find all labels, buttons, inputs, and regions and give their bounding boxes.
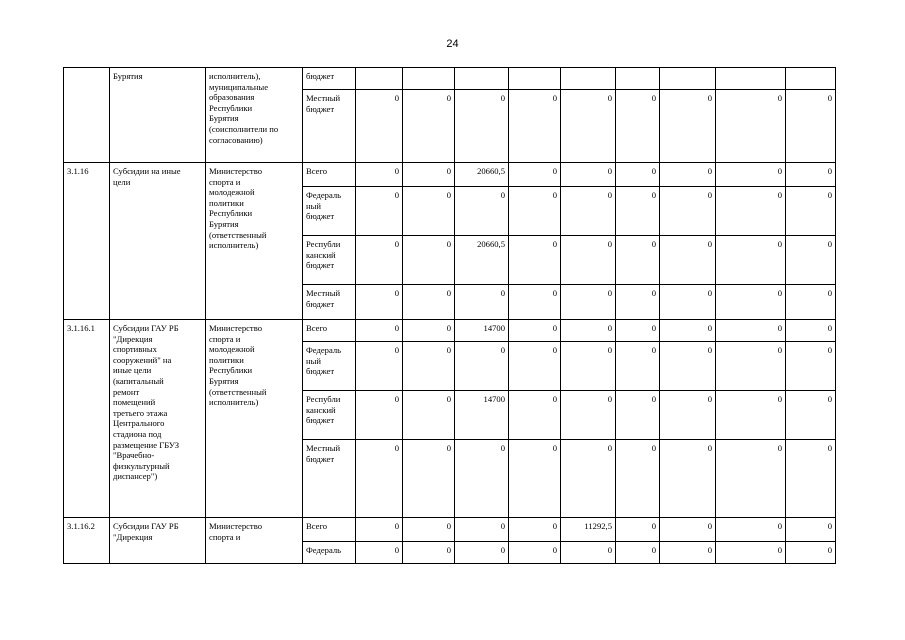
row-code: 3.1.16 <box>64 163 110 320</box>
table-row <box>64 68 836 90</box>
value-cell: 0 <box>716 440 786 518</box>
value-cell: 0 <box>786 90 836 163</box>
value-cell: 0 <box>786 187 836 236</box>
value-cell: 0 <box>616 187 660 236</box>
value-cell: 0 <box>616 518 660 542</box>
value-cell: 0 <box>356 285 403 320</box>
value-cell: 0 <box>616 440 660 518</box>
value-cell: 0 <box>509 440 561 518</box>
value-cell: 0 <box>786 163 836 187</box>
row-name: Субсидии на иные цели <box>110 163 206 320</box>
value-cell: 0 <box>509 187 561 236</box>
value-cell: 0 <box>616 236 660 285</box>
row-code: 3.1.16.2 <box>64 518 110 564</box>
value-cell: 0 <box>616 285 660 320</box>
value-cell: 0 <box>616 342 660 391</box>
budget-table <box>63 67 836 564</box>
value-cell <box>561 68 616 90</box>
funding-source-label: Всего <box>303 320 356 342</box>
value-cell: 0 <box>403 440 455 518</box>
value-cell: 0 <box>455 187 509 236</box>
value-cell: 0 <box>786 440 836 518</box>
row-executor: Министерство спорта и молодежной политики Республики Бурятия (ответственный исполнитель) <box>206 320 303 518</box>
funding-source-label: Федераль <box>303 542 356 564</box>
value-cell: 0 <box>716 518 786 542</box>
value-cell: 0 <box>509 163 561 187</box>
funding-source-label: Местный бюджет <box>303 440 356 518</box>
value-cell: 0 <box>561 163 616 187</box>
funding-source-label: бюджет <box>303 68 356 90</box>
funding-source-label: Всего <box>303 163 356 187</box>
value-cell: 0 <box>561 542 616 564</box>
value-cell: 0 <box>660 542 716 564</box>
value-cell: 0 <box>455 342 509 391</box>
value-cell: 0 <box>403 163 455 187</box>
row-name: Субсидии ГАУ РБ "Дирекция спортивных сооружений" на иные цели (капитальный ремонт помещений третьего этажа Центрального стадиона под размещение ГБУЗ "Врачебно- физкультурный диспансер") <box>110 320 206 518</box>
funding-source-label: Федераль ный бюджет <box>303 342 356 391</box>
value-cell: 0 <box>786 542 836 564</box>
value-cell: 0 <box>660 236 716 285</box>
value-cell: 0 <box>561 440 616 518</box>
value-cell <box>455 68 509 90</box>
value-cell: 0 <box>509 518 561 542</box>
value-cell: 0 <box>561 391 616 440</box>
value-cell: 0 <box>509 285 561 320</box>
value-cell <box>716 68 786 90</box>
value-cell: 0 <box>660 391 716 440</box>
value-cell: 0 <box>660 440 716 518</box>
value-cell <box>403 68 455 90</box>
funding-source-label: Республи канский бюджет <box>303 236 356 285</box>
value-cell: 0 <box>403 542 455 564</box>
value-cell: 0 <box>660 285 716 320</box>
value-cell: 0 <box>716 391 786 440</box>
funding-source-label: Всего <box>303 518 356 542</box>
value-cell: 0 <box>403 236 455 285</box>
value-cell: 0 <box>561 90 616 163</box>
value-cell: 0 <box>509 542 561 564</box>
value-cell <box>616 68 660 90</box>
value-cell: 0 <box>660 342 716 391</box>
value-cell: 0 <box>716 542 786 564</box>
value-cell: 0 <box>660 518 716 542</box>
value-cell: 0 <box>716 187 786 236</box>
value-cell: 0 <box>403 320 455 342</box>
value-cell: 0 <box>509 236 561 285</box>
value-cell: 0 <box>509 391 561 440</box>
value-cell: 0 <box>455 542 509 564</box>
value-cell <box>509 68 561 90</box>
row-code <box>64 68 110 163</box>
value-cell: 0 <box>455 90 509 163</box>
row-name: Субсидии ГАУ РБ "Дирекция <box>110 518 206 564</box>
value-cell: 0 <box>616 542 660 564</box>
value-cell: 0 <box>616 320 660 342</box>
value-cell: 0 <box>561 236 616 285</box>
value-cell: 0 <box>356 163 403 187</box>
page-number: 24 <box>446 38 459 50</box>
value-cell: 0 <box>509 342 561 391</box>
value-cell: 0 <box>356 440 403 518</box>
value-cell <box>786 68 836 90</box>
value-cell: 0 <box>561 285 616 320</box>
value-cell: 0 <box>786 285 836 320</box>
table-row <box>64 163 836 187</box>
value-cell: 20660,5 <box>455 163 509 187</box>
value-cell: 20660,5 <box>455 236 509 285</box>
value-cell: 0 <box>356 90 403 163</box>
row-executor: исполнитель), муниципальные образования Республики Бурятия (соисполнители по согласованию) <box>206 68 303 163</box>
value-cell: 0 <box>786 342 836 391</box>
value-cell: 0 <box>716 342 786 391</box>
value-cell: 0 <box>786 518 836 542</box>
value-cell: 0 <box>561 187 616 236</box>
value-cell: 0 <box>403 90 455 163</box>
value-cell: 0 <box>660 187 716 236</box>
value-cell: 0 <box>356 236 403 285</box>
value-cell: 11292,5 <box>561 518 616 542</box>
value-cell: 0 <box>356 320 403 342</box>
value-cell: 0 <box>403 187 455 236</box>
value-cell: 0 <box>509 90 561 163</box>
value-cell: 0 <box>455 518 509 542</box>
value-cell: 0 <box>356 187 403 236</box>
value-cell: 0 <box>716 285 786 320</box>
value-cell: 0 <box>616 90 660 163</box>
value-cell <box>660 68 716 90</box>
value-cell: 0 <box>616 163 660 187</box>
row-name: Бурятия <box>110 68 206 163</box>
row-code: 3.1.16.1 <box>64 320 110 518</box>
table-row <box>64 518 836 542</box>
value-cell: 0 <box>660 90 716 163</box>
value-cell: 14700 <box>455 391 509 440</box>
value-cell <box>356 68 403 90</box>
value-cell: 0 <box>716 320 786 342</box>
value-cell: 0 <box>509 320 561 342</box>
value-cell: 0 <box>403 285 455 320</box>
value-cell: 0 <box>561 342 616 391</box>
value-cell: 0 <box>786 320 836 342</box>
funding-source-label: Федераль ный бюджет <box>303 187 356 236</box>
value-cell: 0 <box>356 391 403 440</box>
value-cell: 0 <box>356 342 403 391</box>
value-cell: 0 <box>356 518 403 542</box>
value-cell: 0 <box>786 391 836 440</box>
funding-source-label: Республи канский бюджет <box>303 391 356 440</box>
value-cell: 0 <box>403 518 455 542</box>
value-cell: 0 <box>786 236 836 285</box>
value-cell: 0 <box>716 236 786 285</box>
value-cell: 0 <box>660 320 716 342</box>
value-cell: 0 <box>403 342 455 391</box>
value-cell: 0 <box>660 163 716 187</box>
value-cell: 0 <box>716 90 786 163</box>
value-cell: 0 <box>356 542 403 564</box>
value-cell: 0 <box>455 440 509 518</box>
value-cell: 14700 <box>455 320 509 342</box>
funding-source-label: Местный бюджет <box>303 90 356 163</box>
value-cell: 0 <box>616 391 660 440</box>
row-executor: Министерство спорта и <box>206 518 303 564</box>
value-cell: 0 <box>455 285 509 320</box>
table-row <box>64 320 836 342</box>
funding-source-label: Местный бюджет <box>303 285 356 320</box>
value-cell: 0 <box>403 391 455 440</box>
value-cell: 0 <box>561 320 616 342</box>
value-cell: 0 <box>716 163 786 187</box>
row-executor: Министерство спорта и молодежной политики Республики Бурятия (ответственный исполнитель) <box>206 163 303 320</box>
